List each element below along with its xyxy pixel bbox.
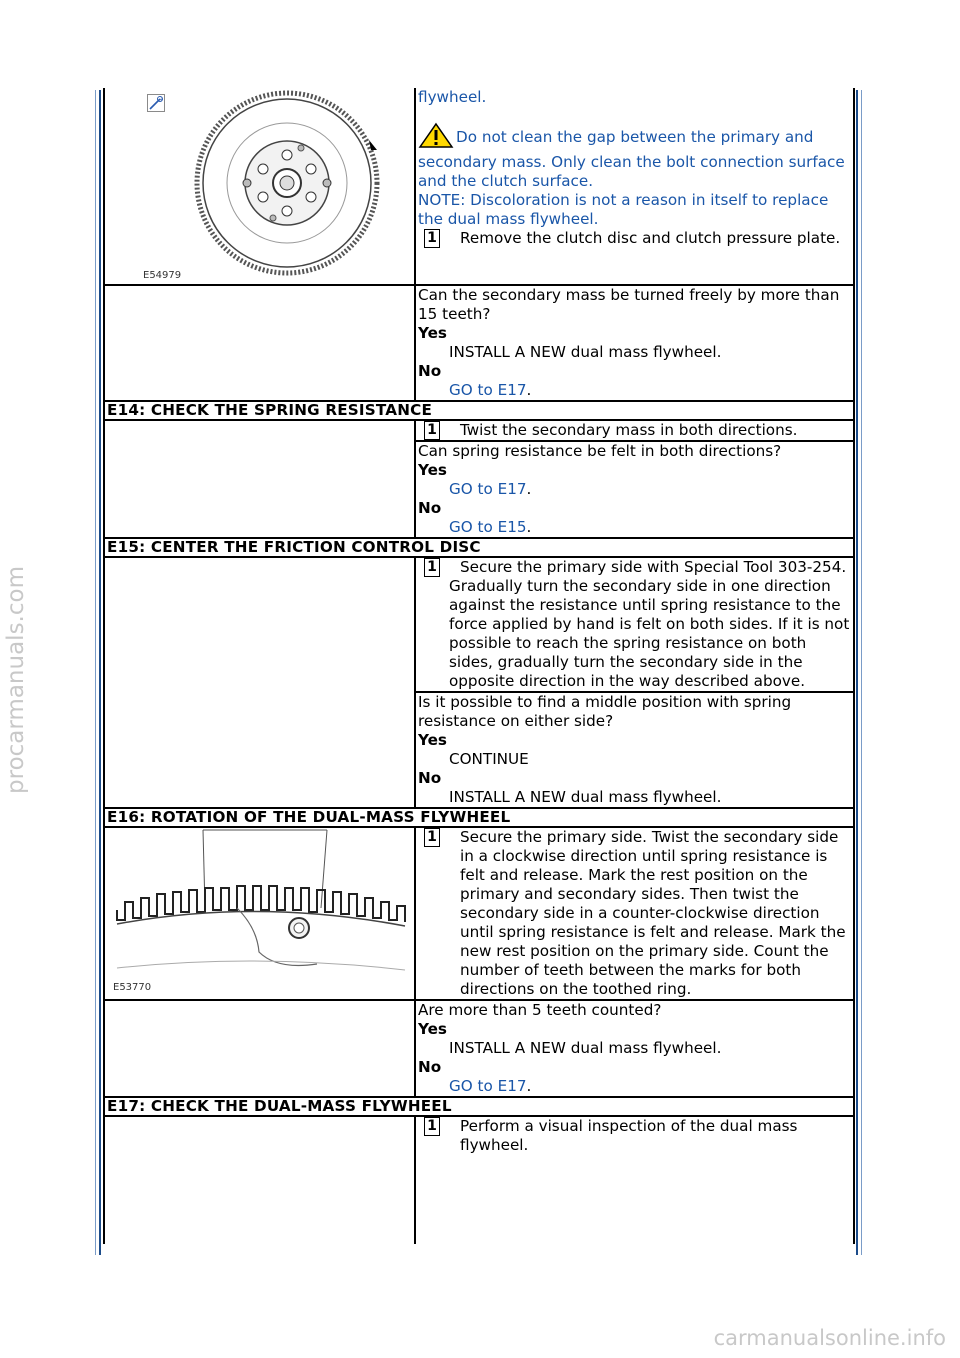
note-text: NOTE: Discoloration is not a reason in itself to replace the dual mass flywheel.	[418, 191, 829, 228]
frame-line-left	[99, 90, 101, 1255]
flywheel-image-cell	[104, 88, 415, 285]
table-row	[104, 420, 854, 441]
table-row	[104, 88, 854, 285]
warning-text	[418, 122, 851, 191]
step-number: 1	[424, 558, 440, 577]
step-number: 1	[424, 1117, 440, 1136]
toothed-ring-image-cell	[104, 827, 415, 1000]
warning-message: Do not clean the gap between the primary and secondary mass. Only clean the bolt connection surface and the clutch surface.	[418, 128, 845, 190]
question-cell: Can spring resistance be felt in both directions? Yes GO to E17. No GO to E15.	[415, 441, 854, 538]
table-row	[104, 1000, 854, 1097]
frame-line-left-thin	[95, 90, 96, 1255]
step-text: Secure the primary side with Special Tool 303-254.	[460, 558, 847, 576]
yes-label: Yes	[418, 1020, 447, 1038]
flywheel-illustration	[107, 88, 412, 284]
step-number: 1	[424, 828, 440, 847]
step-text-continued: Gradually turn the secondary side in one direction against the resistance until spring resistance to the force applied by hand is felt on both sides. If it is not possible to reach the spring resistance on both sides, gradually turn the secondary side in the opposite direction in the way described above.	[449, 577, 850, 690]
step-1	[418, 828, 851, 999]
step-text: Remove the clutch disc and clutch pressure plate.	[460, 229, 841, 247]
bottom-watermark: carmanualsonline.info	[713, 1326, 946, 1350]
table-row	[104, 538, 854, 557]
frame-line-right-thin	[861, 90, 862, 1255]
question-cell	[415, 692, 854, 808]
table-row	[104, 285, 854, 401]
step-number: 1	[424, 229, 440, 248]
yes-action: INSTALL A NEW dual mass flywheel.	[449, 1039, 722, 1057]
section-heading-e14: E14: CHECK THE SPRING RESISTANCE	[104, 401, 854, 420]
figure-label: E54979	[143, 270, 182, 281]
svg-text:+: +	[159, 97, 164, 103]
goto-e17-link[interactable]: GO to E17	[449, 1077, 527, 1095]
goto-e15-link[interactable]: GO to E15	[449, 518, 527, 536]
question-cell: Can the secondary mass be turned freely by more than 15 teeth? Yes INSTALL A NEW dual mass flywheel. No GO to E17.	[415, 285, 854, 401]
table-row	[104, 557, 854, 692]
step-text: Perform a visual inspection of the dual mass flywheel.	[460, 1117, 798, 1154]
yes-label: Yes	[418, 461, 447, 479]
yes-label: Yes	[418, 324, 447, 342]
warning-icon	[418, 122, 454, 153]
yes-label: Yes	[418, 731, 447, 749]
procedure-table	[103, 88, 855, 1244]
goto-e17-link[interactable]: GO to E17	[449, 381, 527, 399]
step-text: Twist the secondary mass in both directions.	[460, 421, 798, 439]
table-row	[104, 827, 854, 1000]
no-label: No	[418, 362, 442, 380]
yes-action: INSTALL A NEW dual mass flywheel.	[449, 343, 722, 361]
frame-line-right	[856, 90, 858, 1255]
section-heading-e17: E17: CHECK THE DUAL-MASS FLYWHEEL	[104, 1097, 854, 1116]
no-action: INSTALL A NEW dual mass flywheel.	[449, 788, 722, 806]
section-heading-e15: E15: CENTER THE FRICTION CONTROL DISC	[104, 538, 854, 557]
toothed-ring-illustration	[107, 828, 412, 996]
figure-label: E53770	[113, 982, 152, 993]
title-tail: flywheel.	[418, 88, 487, 106]
goto-e17-link[interactable]: GO to E17	[449, 480, 527, 498]
no-label: No	[418, 1058, 442, 1076]
no-label: No	[418, 769, 442, 787]
yes-action: CONTINUE	[449, 750, 529, 768]
question-text: Are more than 5 teeth counted?	[418, 1001, 662, 1019]
step-number: 1	[424, 421, 440, 440]
side-watermark: procarmanuals.com	[3, 566, 29, 794]
question-text: Can spring resistance be felt in both directions?	[418, 442, 782, 460]
step-text: Secure the primary side. Twist the secondary side in a clockwise direction until spring resistance is felt and release. Mark the rest position on the primary and secondary sides. Then twist the secondary side in a counter-clockwise direction until spring resistance is felt and release. Mark the new rest position on the primary side. Count the number of teeth between the marks for both directions on the toothed ring.	[460, 828, 846, 998]
no-label: No	[418, 499, 442, 517]
step-1	[418, 421, 851, 440]
table-row	[104, 1116, 854, 1244]
question-cell: Are more than 5 teeth counted? Yes INSTALL A NEW dual mass flywheel. No GO to E17.	[415, 1000, 854, 1097]
section-heading-e16: E16: ROTATION OF THE DUAL-MASS FLYWHEEL	[104, 808, 854, 827]
step-1	[418, 1117, 851, 1155]
warning-cell	[415, 88, 854, 285]
step-1	[418, 229, 851, 248]
table-row	[104, 401, 854, 420]
step-1	[418, 558, 851, 577]
question-text: Is it possible to find a middle position with spring resistance on either side?	[418, 693, 792, 730]
question-text: Can the secondary mass be turned freely by more than 15 teeth?	[418, 286, 840, 323]
table-row	[104, 808, 854, 827]
table-row	[104, 1097, 854, 1116]
